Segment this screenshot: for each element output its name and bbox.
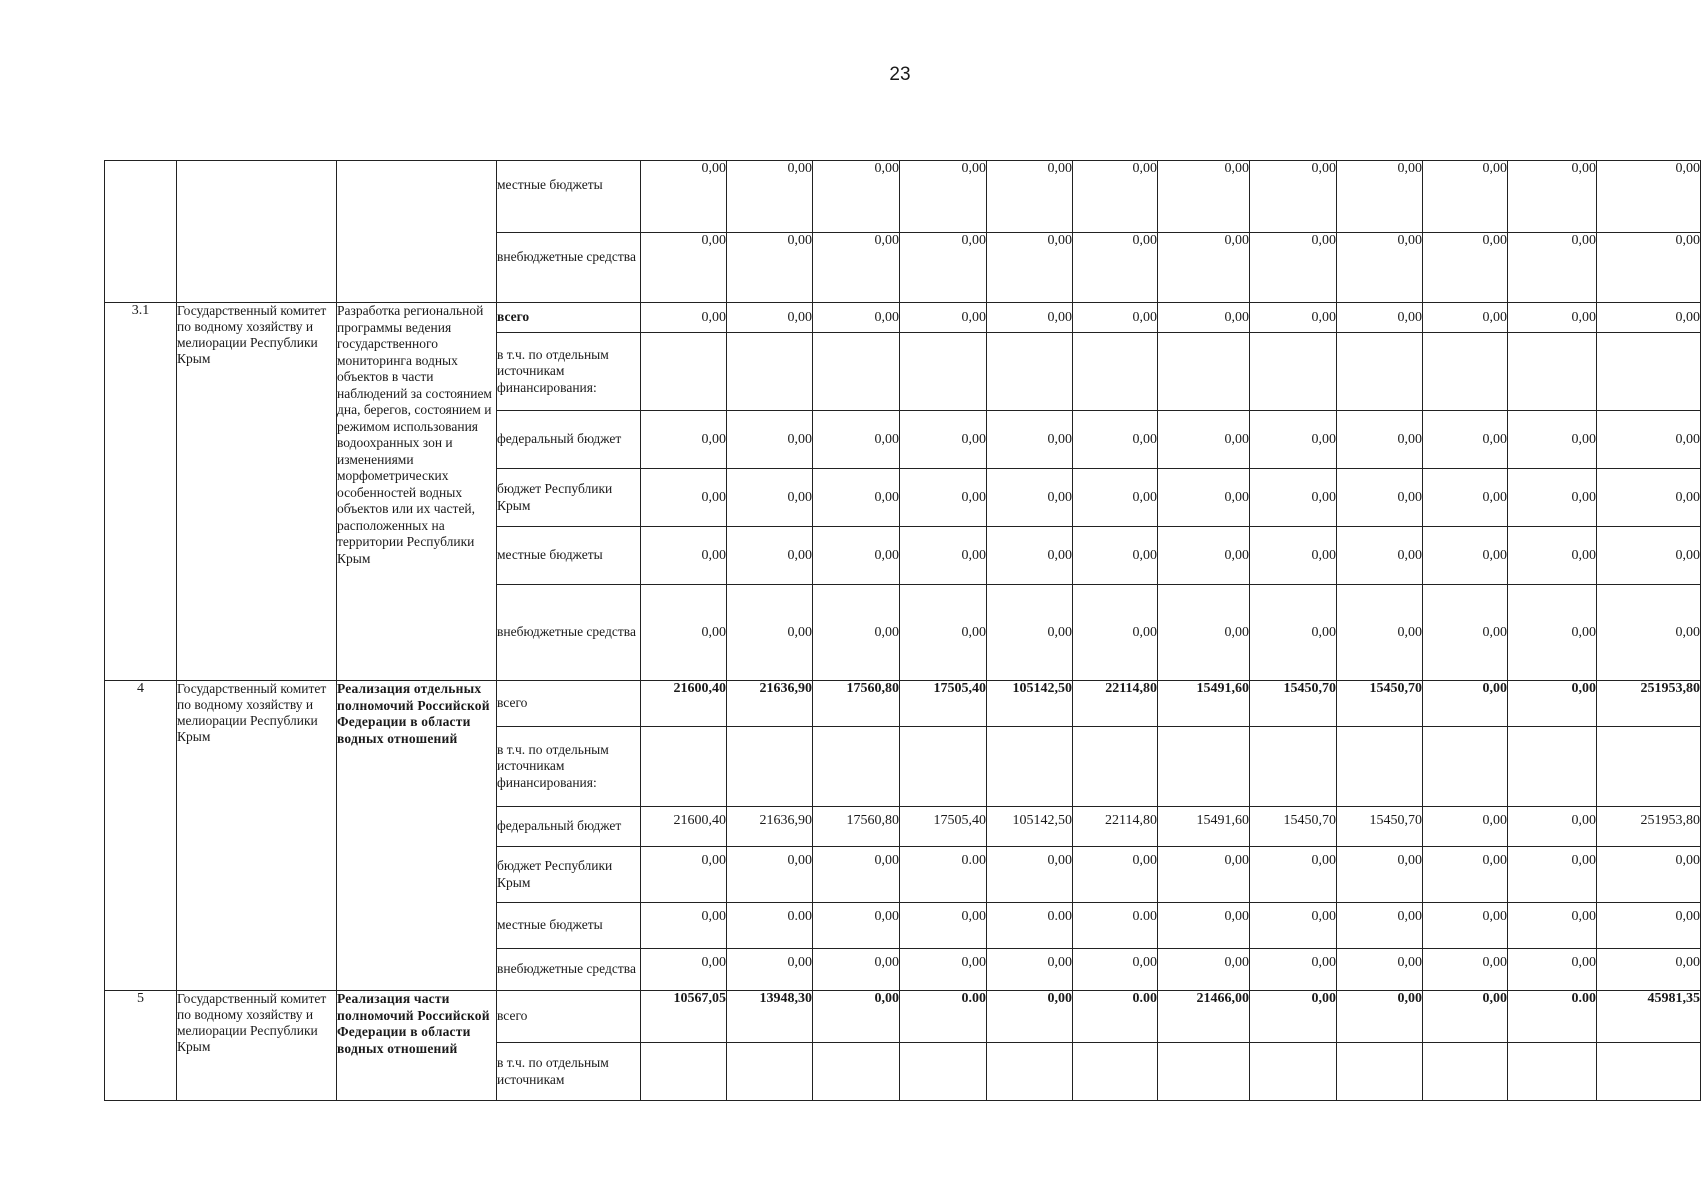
value-cell: 251953,80: [1597, 807, 1701, 847]
value-cell: 0,00: [813, 411, 900, 469]
financing-table: [104, 160, 1701, 1101]
value-cell: 0,00: [641, 585, 727, 681]
value-cell: 0,00: [1073, 233, 1158, 303]
value-cell: 0,00: [987, 991, 1073, 1043]
value-cell: 0,00: [1158, 303, 1250, 333]
value-cell: [1597, 333, 1701, 411]
value-cell: [987, 727, 1073, 807]
value-cell: [727, 333, 813, 411]
item-number-cell: 4: [105, 681, 177, 991]
activity-cell: Реализация отдельных полномочий Российской Федерации в области водных отношений: [337, 681, 497, 991]
value-cell: [1337, 1043, 1423, 1101]
value-cell: 0,00: [727, 303, 813, 333]
value-cell: 0,00: [1073, 847, 1158, 903]
value-cell: 0,00: [1597, 527, 1701, 585]
value-cell: 0,00: [987, 161, 1073, 233]
funding-source-cell: всего: [497, 991, 641, 1043]
value-cell: 0,00: [987, 847, 1073, 903]
item-number-cell: [105, 161, 177, 303]
value-cell: 0,00: [813, 233, 900, 303]
value-cell: 0,00: [1423, 807, 1508, 847]
value-cell: [987, 333, 1073, 411]
value-cell: [727, 727, 813, 807]
activity-cell: [337, 161, 497, 303]
funding-source-cell: местные бюджеты: [497, 527, 641, 585]
value-cell: [641, 333, 727, 411]
value-cell: 17505,40: [900, 681, 987, 727]
value-cell: 0,00: [1423, 411, 1508, 469]
funding-source-cell: бюджет Республики Крым: [497, 469, 641, 527]
funding-source-cell: внебюджетные средства: [497, 949, 641, 991]
value-cell: 0,00: [1337, 949, 1423, 991]
value-cell: 0,00: [727, 585, 813, 681]
value-cell: 0,00: [1158, 949, 1250, 991]
value-cell: [1423, 1043, 1508, 1101]
value-cell: [1508, 1043, 1597, 1101]
value-cell: 0,00: [987, 949, 1073, 991]
value-cell: 0,00: [987, 527, 1073, 585]
value-cell: 0,00: [987, 411, 1073, 469]
value-cell: 0,00: [1597, 303, 1701, 333]
value-cell: [1158, 727, 1250, 807]
value-cell: 0,00: [1597, 469, 1701, 527]
value-cell: 0.00: [987, 903, 1073, 949]
value-cell: 0,00: [1597, 411, 1701, 469]
value-cell: 0,00: [813, 949, 900, 991]
value-cell: 0,00: [1597, 585, 1701, 681]
value-cell: 0,00: [641, 233, 727, 303]
value-cell: 0,00: [1250, 991, 1337, 1043]
value-cell: 0,00: [987, 233, 1073, 303]
value-cell: 0,00: [641, 161, 727, 233]
value-cell: [813, 727, 900, 807]
value-cell: 0,00: [1337, 903, 1423, 949]
value-cell: 0,00: [1423, 527, 1508, 585]
value-cell: 0,00: [1597, 903, 1701, 949]
value-cell: 15450,70: [1337, 807, 1423, 847]
value-cell: 15450,70: [1250, 681, 1337, 727]
value-cell: 0,00: [727, 411, 813, 469]
value-cell: 0,00: [1073, 527, 1158, 585]
value-cell: 0,00: [1073, 161, 1158, 233]
value-cell: 0,00: [1158, 161, 1250, 233]
value-cell: 0,00: [1508, 585, 1597, 681]
value-cell: 10567,05: [641, 991, 727, 1043]
value-cell: 0,00: [1250, 469, 1337, 527]
value-cell: 0,00: [1250, 303, 1337, 333]
value-cell: 0,00: [1337, 527, 1423, 585]
value-cell: 0,00: [1423, 303, 1508, 333]
value-cell: 0,00: [900, 585, 987, 681]
value-cell: 0,00: [1158, 527, 1250, 585]
value-cell: 0,00: [1073, 585, 1158, 681]
activity-cell: Реализация части полномочий Российской Федерации в области водных отношений: [337, 991, 497, 1101]
value-cell: 0,00: [1597, 233, 1701, 303]
value-cell: [1250, 333, 1337, 411]
value-cell: 0,00: [1508, 681, 1597, 727]
funding-source-cell: местные бюджеты: [497, 903, 641, 949]
value-cell: 0,00: [641, 903, 727, 949]
value-cell: 0,00: [1337, 847, 1423, 903]
value-cell: [1597, 1043, 1701, 1101]
value-cell: 0,00: [900, 469, 987, 527]
value-cell: 0,00: [1423, 161, 1508, 233]
executor-cell: Государственный комитет по водному хозяйству и мелиорации Республики Крым: [177, 303, 337, 681]
value-cell: 0,00: [900, 411, 987, 469]
value-cell: [900, 727, 987, 807]
value-cell: 0,00: [1423, 949, 1508, 991]
value-cell: [900, 1043, 987, 1101]
value-cell: 21600,40: [641, 681, 727, 727]
value-cell: 0,00: [1508, 233, 1597, 303]
value-cell: 22114,80: [1073, 681, 1158, 727]
value-cell: 0,00: [727, 469, 813, 527]
value-cell: [641, 1043, 727, 1101]
value-cell: [1423, 727, 1508, 807]
value-cell: 0,00: [1250, 903, 1337, 949]
value-cell: 251953,80: [1597, 681, 1701, 727]
value-cell: 0,00: [987, 585, 1073, 681]
value-cell: [641, 727, 727, 807]
funding-source-cell: внебюджетные средства: [497, 233, 641, 303]
value-cell: [1337, 727, 1423, 807]
value-cell: 0,00: [813, 527, 900, 585]
funding-source-cell: бюджет Республики Крым: [497, 847, 641, 903]
value-cell: 0,00: [1250, 411, 1337, 469]
value-cell: 17560,80: [813, 681, 900, 727]
value-cell: 0,00: [1073, 303, 1158, 333]
value-cell: 0,00: [641, 303, 727, 333]
value-cell: 0,00: [1250, 527, 1337, 585]
value-cell: 21600,40: [641, 807, 727, 847]
value-cell: 0,00: [641, 847, 727, 903]
value-cell: [1073, 333, 1158, 411]
value-cell: 0,00: [813, 303, 900, 333]
executor-cell: Государственный комитет по водному хозяйству и мелиорации Республики Крым: [177, 991, 337, 1101]
value-cell: [1250, 727, 1337, 807]
value-cell: [1073, 727, 1158, 807]
value-cell: 21466,00: [1158, 991, 1250, 1043]
funding-source-cell: в т.ч. по отдельным источникам: [497, 1043, 641, 1101]
value-cell: 0,00: [1508, 411, 1597, 469]
value-cell: 0,00: [1508, 847, 1597, 903]
value-cell: 15491,60: [1158, 681, 1250, 727]
value-cell: 0,00: [1158, 585, 1250, 681]
value-cell: 17505,40: [900, 807, 987, 847]
value-cell: 0,00: [1597, 161, 1701, 233]
funding-source-cell: в т.ч. по отдельным источникам финансирования:: [497, 727, 641, 807]
value-cell: 0,00: [1337, 991, 1423, 1043]
value-cell: 0,00: [1337, 469, 1423, 527]
value-cell: 0,00: [1423, 847, 1508, 903]
value-cell: 0,00: [813, 469, 900, 527]
table-row: [105, 681, 1701, 727]
value-cell: 0,00: [1250, 949, 1337, 991]
executor-cell: Государственный комитет по водному хозяйству и мелиорации Республики Крым: [177, 681, 337, 991]
value-cell: 0,00: [1337, 411, 1423, 469]
value-cell: 0,00: [1423, 991, 1508, 1043]
value-cell: 0,00: [1508, 469, 1597, 527]
value-cell: 21636,90: [727, 807, 813, 847]
value-cell: 0,00: [1423, 469, 1508, 527]
value-cell: 0,00: [727, 161, 813, 233]
value-cell: 0,00: [1250, 233, 1337, 303]
value-cell: 0,00: [727, 527, 813, 585]
value-cell: 0.00: [900, 847, 987, 903]
value-cell: 105142,50: [987, 807, 1073, 847]
value-cell: 0,00: [1597, 949, 1701, 991]
value-cell: 0,00: [1423, 233, 1508, 303]
value-cell: 15450,70: [1250, 807, 1337, 847]
value-cell: 0,00: [813, 847, 900, 903]
value-cell: [987, 1043, 1073, 1101]
value-cell: 0.00: [1073, 991, 1158, 1043]
funding-source-cell: в т.ч. по отдельным источникам финансирования:: [497, 333, 641, 411]
value-cell: 0,00: [641, 469, 727, 527]
value-cell: 0,00: [1158, 903, 1250, 949]
funding-source-cell: всего: [497, 303, 641, 333]
value-cell: 0,00: [1423, 903, 1508, 949]
value-cell: 0,00: [813, 585, 900, 681]
value-cell: 13948,30: [727, 991, 813, 1043]
funding-source-cell: местные бюджеты: [497, 161, 641, 233]
value-cell: [1073, 1043, 1158, 1101]
value-cell: 45981,35: [1597, 991, 1701, 1043]
funding-source-cell: федеральный бюджет: [497, 807, 641, 847]
value-cell: 0,00: [987, 303, 1073, 333]
value-cell: 0,00: [987, 469, 1073, 527]
value-cell: 0,00: [1337, 585, 1423, 681]
value-cell: 15450,70: [1337, 681, 1423, 727]
table-row: [105, 161, 1701, 233]
funding-source-cell: внебюджетные средства: [497, 585, 641, 681]
value-cell: [1158, 1043, 1250, 1101]
table-row: [105, 991, 1701, 1043]
value-cell: 0,00: [1073, 949, 1158, 991]
value-cell: 0.00: [1073, 903, 1158, 949]
value-cell: 0,00: [1073, 469, 1158, 527]
value-cell: 0,00: [1423, 585, 1508, 681]
value-cell: 0,00: [1158, 233, 1250, 303]
value-cell: 0,00: [1508, 303, 1597, 333]
activity-cell: Разработка региональной программы ведения государственного мониторинга водных объектов в части наблюдений за состоянием дна, берегов, состоянием и режимом использования водоохранных зон и изменениями морфометрических особенностей водных объектов или их частей, расположенных на территории Республики Крым: [337, 303, 497, 681]
value-cell: 105142,50: [987, 681, 1073, 727]
value-cell: 0,00: [1250, 585, 1337, 681]
value-cell: [1250, 1043, 1337, 1101]
value-cell: [1337, 333, 1423, 411]
value-cell: 0,00: [1158, 411, 1250, 469]
value-cell: 0,00: [1250, 161, 1337, 233]
value-cell: 0,00: [1597, 847, 1701, 903]
item-number-cell: 3.1: [105, 303, 177, 681]
value-cell: 0,00: [813, 161, 900, 233]
value-cell: 15491,60: [1158, 807, 1250, 847]
value-cell: 0,00: [900, 527, 987, 585]
value-cell: 0,00: [641, 411, 727, 469]
value-cell: 0,00: [813, 903, 900, 949]
value-cell: 0,00: [1508, 949, 1597, 991]
value-cell: 0,00: [727, 847, 813, 903]
value-cell: 0,00: [1158, 469, 1250, 527]
value-cell: 0,00: [1337, 233, 1423, 303]
page-number: 23: [889, 64, 911, 85]
executor-cell: [177, 161, 337, 303]
value-cell: 0,00: [1337, 161, 1423, 233]
value-cell: 0,00: [813, 991, 900, 1043]
value-cell: [1597, 727, 1701, 807]
value-cell: 22114,80: [1073, 807, 1158, 847]
value-cell: [1508, 333, 1597, 411]
value-cell: 0,00: [1508, 903, 1597, 949]
value-cell: 0,00: [900, 233, 987, 303]
value-cell: 0,00: [1423, 681, 1508, 727]
value-cell: [813, 1043, 900, 1101]
value-cell: 0,00: [641, 527, 727, 585]
value-cell: 0,00: [727, 949, 813, 991]
funding-source-cell: всего: [497, 681, 641, 727]
value-cell: 0,00: [1337, 303, 1423, 333]
value-cell: 0,00: [1508, 807, 1597, 847]
value-cell: 0,00: [727, 233, 813, 303]
value-cell: 0,00: [1508, 527, 1597, 585]
value-cell: [1158, 333, 1250, 411]
value-cell: 0.00: [900, 991, 987, 1043]
value-cell: [813, 333, 900, 411]
value-cell: 0.00: [1508, 991, 1597, 1043]
table-row: [105, 303, 1701, 333]
value-cell: 0.00: [727, 903, 813, 949]
value-cell: 0,00: [900, 903, 987, 949]
value-cell: 0,00: [900, 161, 987, 233]
value-cell: [1508, 727, 1597, 807]
value-cell: [727, 1043, 813, 1101]
value-cell: [900, 333, 987, 411]
value-cell: 0,00: [641, 949, 727, 991]
value-cell: 21636,90: [727, 681, 813, 727]
value-cell: 0,00: [1508, 161, 1597, 233]
value-cell: 0,00: [900, 303, 987, 333]
value-cell: 0,00: [1158, 847, 1250, 903]
value-cell: 0,00: [1073, 411, 1158, 469]
item-number-cell: 5: [105, 991, 177, 1101]
value-cell: 0,00: [1250, 847, 1337, 903]
funding-source-cell: федеральный бюджет: [497, 411, 641, 469]
value-cell: [1423, 333, 1508, 411]
value-cell: 0,00: [900, 949, 987, 991]
value-cell: 17560,80: [813, 807, 900, 847]
